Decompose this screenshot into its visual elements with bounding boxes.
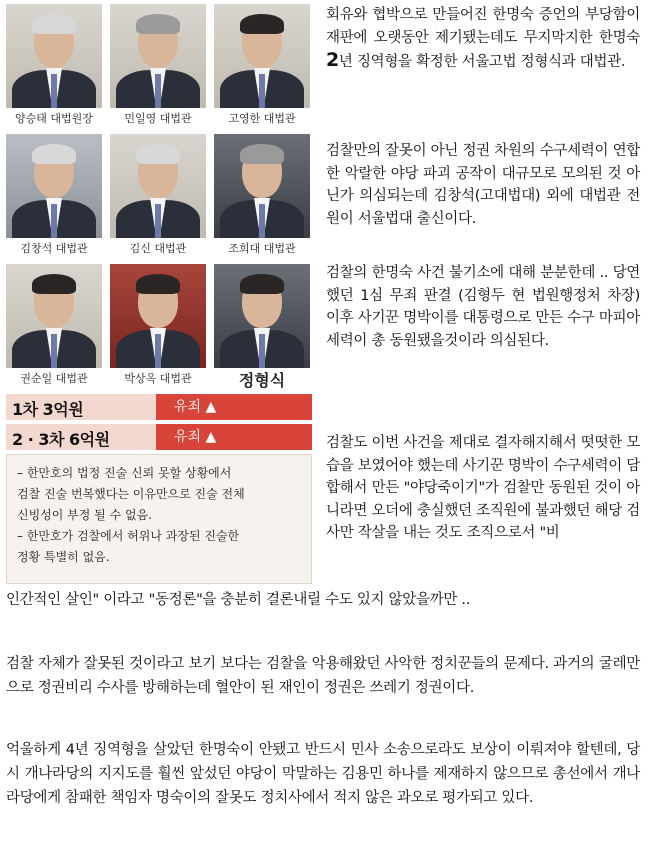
article-paragraph-5 [6, 652, 640, 700]
article-paragraph-1 [326, 4, 640, 74]
sentence-summary [6, 394, 312, 450]
justice-photo [214, 264, 310, 388]
portrait-image [6, 264, 102, 368]
article-paragraph-6 [6, 738, 640, 810]
photo-caption: 양승태 대법원장 [15, 112, 93, 125]
justice-photo [214, 4, 310, 128]
note-line: 신빙성이 부정 될 수 없음. [17, 508, 152, 522]
photo-caption: 민일영 대법관 [124, 112, 192, 125]
p5-text: 검찰 자체가 잘못된 것이라고 보기 보다는 검찰을 악용해왔던 사악한 정치꾼들의 문제다. 과거의 굴레만으로 정권비리 수사를 방해하는데 혈안이 된 재인이 정권은 쓰레기 정권이다. [6, 656, 640, 696]
article-paragraph-2 [326, 140, 640, 230]
p1-number: 2 [326, 49, 339, 71]
p6-text: 억울하게 4년 징역형을 살았던 한명숙이 안됐고 반드시 민사 소송으로라도 보상이 이뤄져야 할텐데, 당시 개나라당의 지지도를 훨씬 앞섰던 야당이 막말하는 김용민 하나를 제재하지 않으므로 총선에서 개나라당에게 참패한 책임자 명숙이의 잘못도 정치사에서 적지 않은 과오로 평가되고 있다. [6, 742, 640, 806]
note-line: 정황 특별히 없음. [17, 550, 110, 564]
portrait-image [110, 4, 206, 108]
portrait-image [110, 134, 206, 238]
justice-photo [214, 134, 310, 258]
article-paragraph-4 [326, 432, 640, 545]
justice-photo [110, 134, 206, 258]
photo-caption: 정형식 [238, 371, 286, 388]
sentence-row [6, 424, 312, 450]
p1-text-a: 회유와 협박으로 만들어진 한명숙 증언의 부당함이 재판에 오랫동안 제기됐는데도 무지막지한 한명숙 [326, 7, 640, 46]
justice-photo [110, 4, 206, 128]
photo-caption: 김창석 대법관 [20, 242, 88, 255]
p1-text-b: 년 징역형을 확정한 서울고법 정형식과 대법관. [338, 54, 626, 70]
portrait-image [110, 264, 206, 368]
verdict-badge: 유죄 ▲ [156, 394, 312, 420]
note-line: – 한만호의 법정 진술 신뢰 못할 상황에서 [17, 466, 232, 480]
portrait-image [6, 4, 102, 108]
justice-photo [6, 264, 102, 388]
photo-caption: 박상옥 대법관 [124, 372, 192, 385]
justice-photo [110, 264, 206, 388]
photo-caption: 김신 대법관 [129, 242, 187, 255]
article-paragraph-3 [326, 262, 640, 352]
sentence-label: 2 · 3차 6억원 [12, 430, 110, 449]
photo-caption: 고영한 대법관 [228, 112, 296, 125]
justices-photo-grid [6, 4, 312, 394]
note-line: – 한만호가 검찰에서 허위나 과장된 진술한 [17, 529, 240, 543]
p3-text: 검찰의 한명숙 사건 불기소에 대해 분분한데 .. 당연했던 1심 무죄 판결 (김형두 현 법원행정처 차장) 이후 사기꾼 명박이를 대통령으로 만든 수구 마피아 세력이 총 동원됐을것이라 의심된다. [326, 265, 640, 349]
portrait-image [214, 264, 310, 368]
ruling-notes [6, 454, 312, 584]
sentence-label: 1차 3억원 [12, 400, 84, 419]
p4-text: 검찰도 이번 사건을 제대로 결자해지해서 떳떳한 모습을 보였어야 했는데 사기꾼 명박이 수구세력이 담합해서 만든 "야당죽이기"가 검찰만 동원된 것이 아니라면 오더에 충실했던 조직원에 불과했던 해당 검사만 작살을 내는 것도 조직으로서 "비 [326, 435, 640, 541]
verdict-badge: 유죄 ▲ [156, 424, 312, 450]
photo-caption: 조희대 대법관 [228, 242, 296, 255]
portrait-image [214, 134, 310, 238]
sentence-row [6, 394, 312, 420]
portrait-image [6, 134, 102, 238]
note-line: 검찰 진술 번복했다는 이유만으로 진술 전체 [17, 487, 245, 501]
justice-photo [6, 134, 102, 258]
p4-text-cont: 인간적인 살인" 이라고 "동정론"을 충분히 결론내릴 수도 있지 않았을까만 .. [6, 592, 471, 608]
justice-photo [6, 4, 102, 128]
portrait-image [214, 4, 310, 108]
p2-text: 검찰만의 잘못이 아닌 정권 차원의 수구세력이 연합한 악랄한 야당 파괴 공작이 대규모로 모의된 것 아닌가 의심되는데 김창석(고대법대) 외에 대법관 전원이 서울법대 출신이다. [326, 143, 640, 227]
photo-caption: 권순일 대법관 [20, 372, 88, 385]
article-paragraph-4-cont [6, 588, 640, 612]
